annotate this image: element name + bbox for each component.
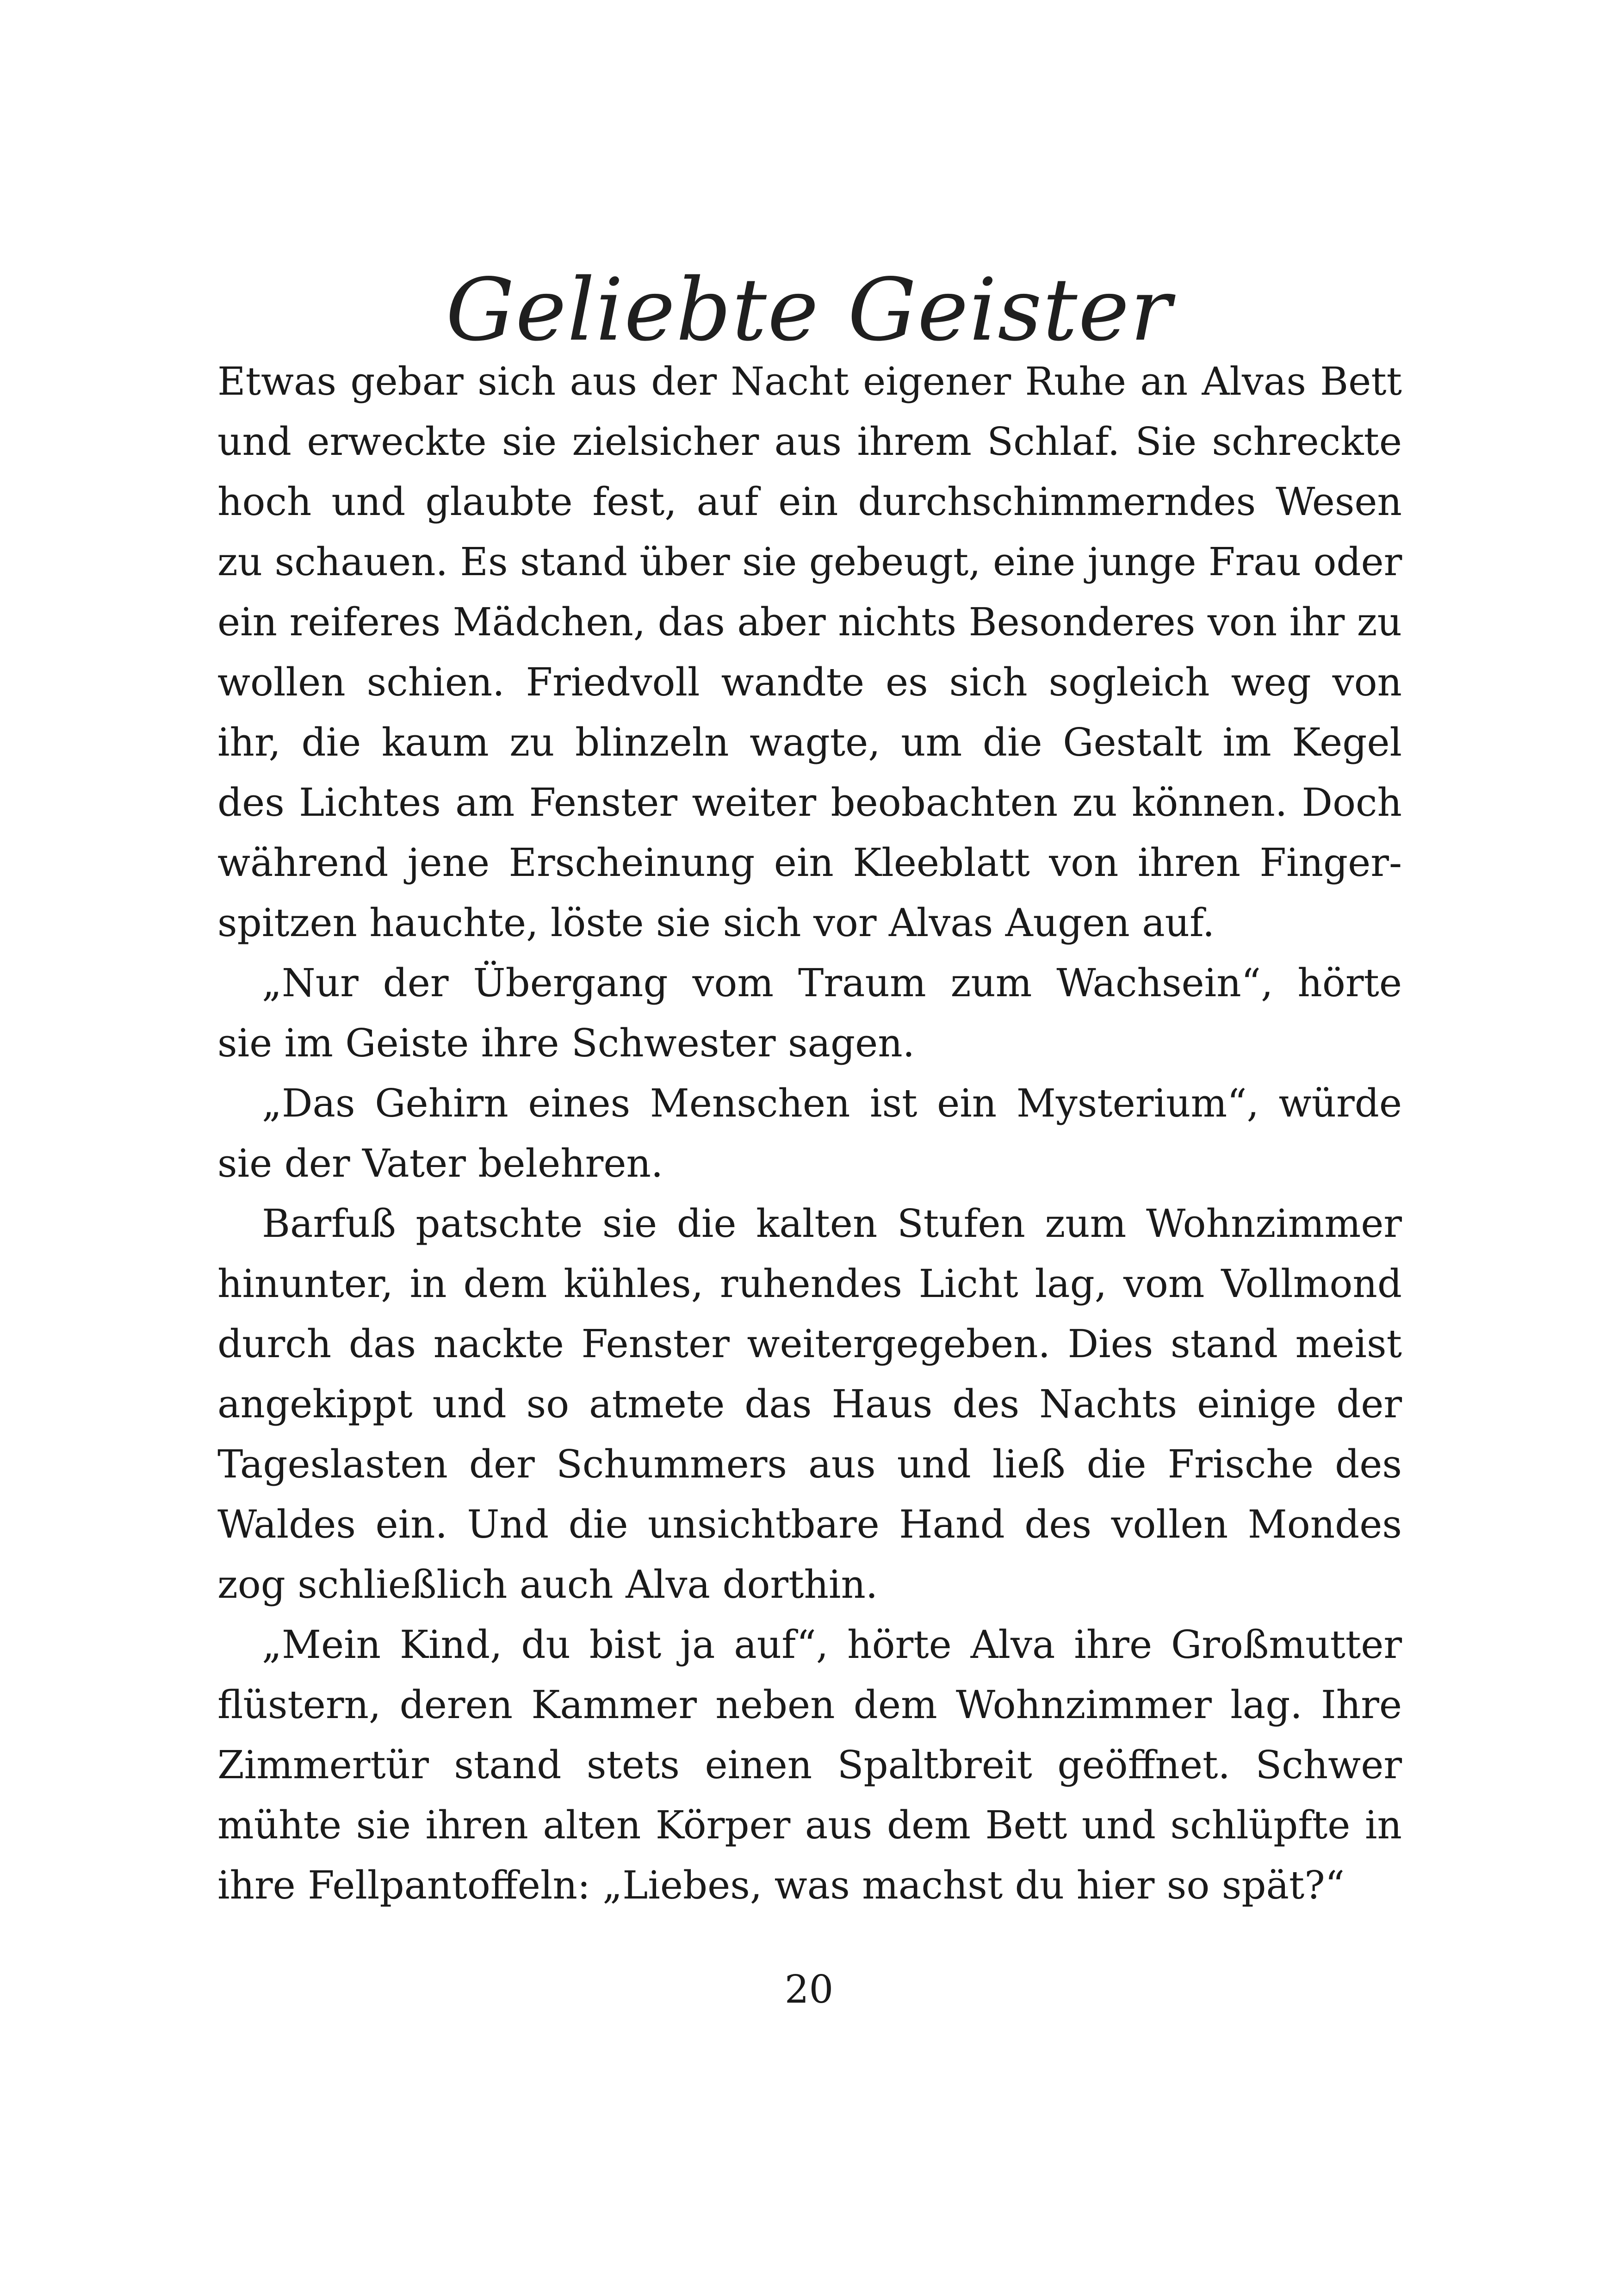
text-line: während jene Erscheinung ein Kleeblatt von ihren Finger- — [217, 840, 1402, 885]
chapter-title: Geliebte Geister — [446, 259, 1172, 360]
text-line: „Das Gehirn eines Menschen ist ein Mysterium“, würde — [262, 1081, 1402, 1126]
text-line: sie der Vater belehren. — [217, 1141, 663, 1186]
text-line: zu schauen. Es stand über sie gebeugt, eine junge Frau oder — [217, 540, 1402, 584]
text-line: Waldes ein. Und die unsichtbare Hand des vollen Mondes — [217, 1502, 1402, 1547]
text-line: sie im Geiste ihre Schwester sagen. — [217, 1021, 915, 1066]
text-line: wollen schien. Friedvoll wandte es sich sogleich weg von — [217, 660, 1402, 705]
text-line: ihr, die kaum zu blinzeln wagte, um die Gestalt im Kegel — [217, 720, 1402, 765]
text-line: angekippt und so atmete das Haus des Nachts einige der — [217, 1382, 1402, 1427]
text-line: Tageslasten der Schummers aus und ließ die Frische des — [217, 1442, 1402, 1487]
text-line: ein reiferes Mädchen, das aber nichts Besonderes von ihr zu — [217, 600, 1402, 645]
text-line: hinunter, in dem kühles, ruhendes Licht lag, vom Vollmond — [217, 1261, 1402, 1306]
text-line: Etwas gebar sich aus der Nacht eigener Ruhe an Alvas Bett — [217, 359, 1402, 404]
text-line: hoch und glaubte fest, auf ein durchschimmerndes Wesen — [217, 479, 1402, 524]
text-line: des Lichtes am Fenster weiter beobachten zu können. Doch — [217, 780, 1402, 825]
text-line: „Nur der Übergang vom Traum zum Wachsein“, hörte — [262, 961, 1402, 1005]
text-line: Barfuß patschte sie die kalten Stufen zum Wohnzimmer — [262, 1201, 1402, 1246]
text-line: flüstern, deren Kammer neben dem Wohnzimmer lag. Ihre — [217, 1682, 1402, 1727]
text-line: spitzen hauchte, löste sie sich vor Alvas Augen auf. — [217, 900, 1215, 945]
text-line: Zimmertür stand stets einen Spaltbreit geöffnet. Schwer — [217, 1743, 1402, 1787]
body-text — [217, 352, 1402, 1916]
text-line: ihre Fellpantoffeln: „Liebes, was machst du hier so spät?“ — [217, 1863, 1345, 1908]
text-line: zog schließlich auch Alva dorthin. — [217, 1562, 878, 1607]
text-line: und erweckte sie zielsicher aus ihrem Schlaf. Sie schreckte — [217, 419, 1402, 464]
text-line: „Mein Kind, du bist ja auf“, hörte Alva ihre Großmutter — [262, 1622, 1402, 1667]
page-number: 20 — [784, 1967, 834, 2012]
text-line: mühte sie ihren alten Körper aus dem Bett und schlüpfte in — [217, 1803, 1402, 1848]
text-line: durch das nackte Fenster weitergegeben. Dies stand meist — [217, 1322, 1402, 1366]
